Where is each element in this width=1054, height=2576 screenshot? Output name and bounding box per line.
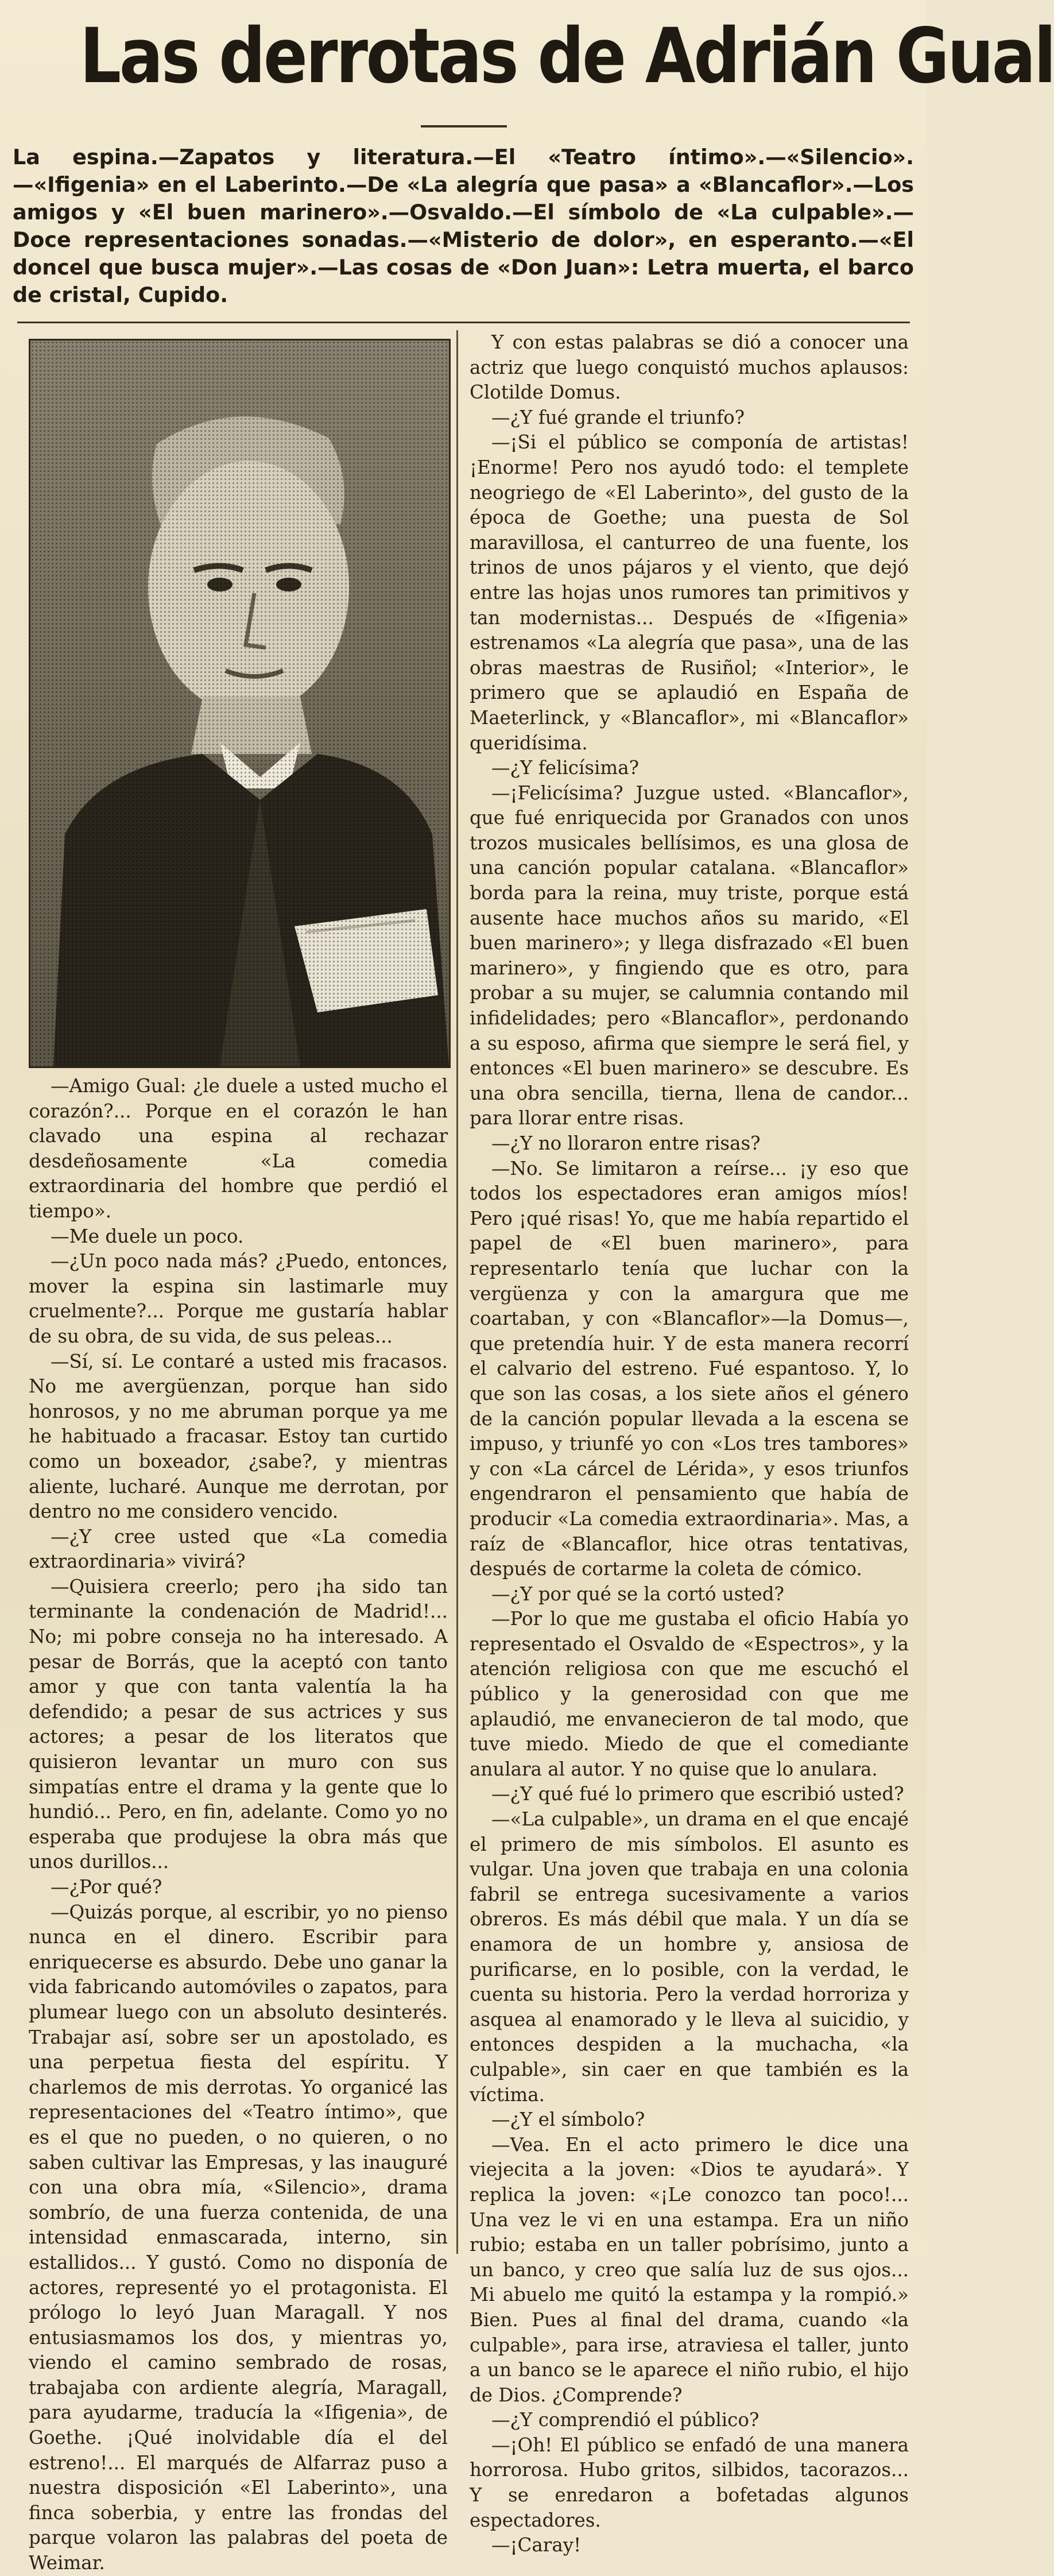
paragraph: —Vea. En el acto primero le dice una viejecita a la joven: «Dios te ayudará». Y replica la joven: «¡Le conozco tan poco!... Una vez le vi en una estampa. Era un niño rubio; estaba en un taller pobrísimo, junto a un banco, y creo que salía luz de sus ojos... Mi abuelo me quitó la estampa y la rompió.» Bien. Pues al final del drama, cuando «la culpable», para irse, atraviesa el taller, junto a un banco se le aparece el niño rubio, el hijo de Dios. ¿Comprende? [470, 2133, 909, 2406]
paragraph: —No. Se limitaron a reírse... ¡y eso que todos los espectadores eran amigos míos! Pero ¡qué risas! Yo, que me había repartido el papel de «El buen marinero», para representarlo tenía que luchar con la vergüenza y con la amargura que me coartaban, y con «Blancaflor»—la Domus—, que pretendía huir. Y de esta manera recorrí el calvario del estreno. Fué espantoso. Y, lo que son las cosas, a los siete años el género de la canción popular llevada a la escena se impuso, y triunfé yo con «Los tres tambores» y con «La cárcel de Lérida», y esos triunfos engendraron el pensamiento que había de producir «La comedia extraordinaria». Mas, a raíz de «Blancaflor, hice otras tentativas, después de cortarme la coleta de cómico. [470, 1157, 909, 1580]
paragraph: —¿Y qué fué lo primero que escribió usted? [491, 1783, 904, 1805]
paragraph: —«La culpable», un drama en el que encajé el primero de mis símbolos. El asunto es vulgar. Una joven que trabaja en una colonia fabril se entrega sucesivamente a varios obreros. Es más débil que mala. Y un día se enamora de un hombre y, ansiosa de purificarse, en lo posible, con la verdad, le cuenta su historia. Pero la verdad horroriza y asquea al enamorado y le lleva al suicidio, y entonces despiden a la muchacha, «la culpable», sin caer en que también es la víctima. [470, 1808, 909, 2106]
paragraph: —Amigo Gual: ¿le duele a usted mucho el corazón?... Porque en el corazón le han clavado una espina al rechazar desdeñosamente «La comedia extraordinaria del hombre que perdió el tiempo». [29, 1075, 448, 1222]
paragraph: —¿Y el símbolo? [491, 2109, 645, 2131]
paragraph: —Quizás porque, al escribir, yo no pienso nunca en el dinero. Escribir para enriquecerse es absurdo. Debe uno ganar la vida fabricando automóviles o zapatos, para plumear luego con un absoluto desinterés. Trabajar así, sobre ser un apostolado, es una perpetua fiesta del espíritu. Y charlemos de mis derrotas. Yo organicé las representaciones del «Teatro íntimo», que es el que no pueden, o no quieren, o no saben cultivar las Empresas, y las inauguré con una obra mía, «Silencio», drama sombrío, de una fuerza contenida, de una intensidad enmascarada, interno, sin estallidos... Y gustó. Como no disponía de actores, representé yo el protagonista. El prólogo lo leyó Juan Maragall. Y nos entusiasmamos los dos, y mientras yo, viendo el camino sembrado de rosas, trabajaba con ardiente alegría, Maragall, para ayudarme, traducía la «Ifigenia», de Goethe. ¡Qué inolvidable día el del estreno!... El marqués de Alfarraz puso a nuestra disposición «El Laberinto», una finca soberbia, y entre las frondas del parque volaron las palabras del poeta de Weimar. [29, 1901, 448, 2574]
paragraph: —¿Por qué? [51, 1876, 162, 1898]
paragraph: —Por lo que me gustaba el oficio Había yo representado el Osvaldo de «Espectros», y la atención religiosa con que me escuchó el público y la generosidad con que me aplaudió, me envanecieron de tal modo, que tuve miedo. Miedo de que el comediante anulara al autor. Y no quise que lo anulara. [470, 1608, 909, 1780]
column-divider [456, 330, 458, 2254]
paragraph: —¿Y comprendió el público? [491, 2409, 760, 2431]
section-divider [17, 322, 910, 323]
paragraph: —¿Y fué grande el triunfo? [491, 406, 745, 428]
portrait-image [30, 341, 449, 1066]
paragraph: —¡Caray! [491, 2534, 582, 2556]
paragraph: —Quisiera creerlo; pero ¡ha sido tan terminante la condenación de Madrid!... No; mi pobre conseja no ha interesado. A pesar de Borrás, que la aceptó con tanto amor y que con tanta valentía la ha defendido; a pesar de sus actrices y sus actores; a pesar de los literatos que quisieron levantar un muro con sus simpatías entre el drama y la gente que lo hundió... Pero, en fin, adelante. Como yo no esperaba que produjese la obra más que unos durillos... [29, 1575, 448, 1873]
paragraph: —¿Y no lloraron entre risas? [491, 1132, 761, 1154]
headline-rule [421, 125, 507, 127]
paragraph: —¡Felicísima? Juzgue usted. «Blancaflor», que fué enriquecida por Granados con unos trozos musicales bellísimos, es una glosa de una canción popular catalana. «Blancaflor» borda para la reina, muy triste, porque está ausente hace muchos años su marido, «El buen marinero»; y llega disfrazado «El buen marinero», y fingiendo que es otro, para probar a su mujer, se calumnia contando mil infidelidades; pero «Blancaflor», perdonando a su esposo, afirma que siempre le será fiel, y entonces «El buen marinero» se descubre. Es una obra sencilla, tierna, llena de candor... para llorar entre risas. [470, 782, 909, 1130]
headline: Las derrotas de Adrián Gual [79, 12, 1054, 100]
paragraph: —Me duele un poco. [51, 1225, 244, 1247]
paragraph: —Sí, sí. Le contaré a usted mis fracasos. No me avergüenzan, porque han sido honrosos, y no me abruman porque ya me he habituado a fracasar. Estoy tan curtido como un boxeador, ¿sabe?, y mientras aliente, lucharé. Aunque me derrotan, por dentro no me considero vencido. [29, 1350, 448, 1523]
article-column-right [470, 330, 909, 2556]
paragraph: —¿Y por qué se la cortó usted? [491, 1583, 784, 1605]
paragraph: —¡Oh! El público se enfadó de una manera horrorosa. Hubo gritos, silbidos, tacorazos... Y se enredaron a bofetadas algunos espectadores. [470, 2434, 909, 2531]
portrait-photo [29, 339, 451, 1068]
paragraph: —¿Y felicísima? [491, 757, 640, 779]
paragraph: —¿Un poco nada más? ¿Puedo, entonces, mover la espina sin lastimarle muy cruelmente?... Porque me gustaría hablar de su obra, de su vida, de sus peleas... [29, 1250, 448, 1347]
article-column-left [29, 1074, 448, 2574]
paragraph: —¡Si el público se componía de artistas! ¡Enorme! Pero nos ayudó todo: el templete neogriego de «El Laberinto», del gusto de la época de Goethe; una puesta de Sol maravillosa, el canturreo de una fuente, los trinos de unos pájaros y el viento, que dejó entre las hojas unos rumores tan primitivos y tan modernistas... Después de «Ifigenia» estrenamos «La alegría que pasa», una de las obras maestras de Rusiñol; «Interior», le primero que se aplaudió en España de Maeterlinck, y «Blancaflor», mi «Blancaflor» queridísima. [470, 431, 909, 754]
paragraph: —¿Y cree usted que «La comedia extraordinaria» vivirá? [29, 1525, 448, 1573]
paragraph: Y con estas palabras se dió a conocer una actriz que luego conquistó muchos aplausos: Clotilde Domus. [470, 331, 909, 404]
summary-deck: La espina.—Zapatos y literatura.—El «Teatro íntimo».—«Silencio».—«Ifigenia» en el Laberinto.—De «La alegría que pasa» a «Blancaflor».—Los amigos y «El buen marinero».—Osvaldo.—El símbolo de «La culpable».—Doce representaciones sonadas.—«Misterio de dolor», en esperanto.—«El doncel que busca mujer».—Las cosas de «Don Juan»: Letra muerta, el barco de cristal, Cupido. [13, 145, 914, 307]
